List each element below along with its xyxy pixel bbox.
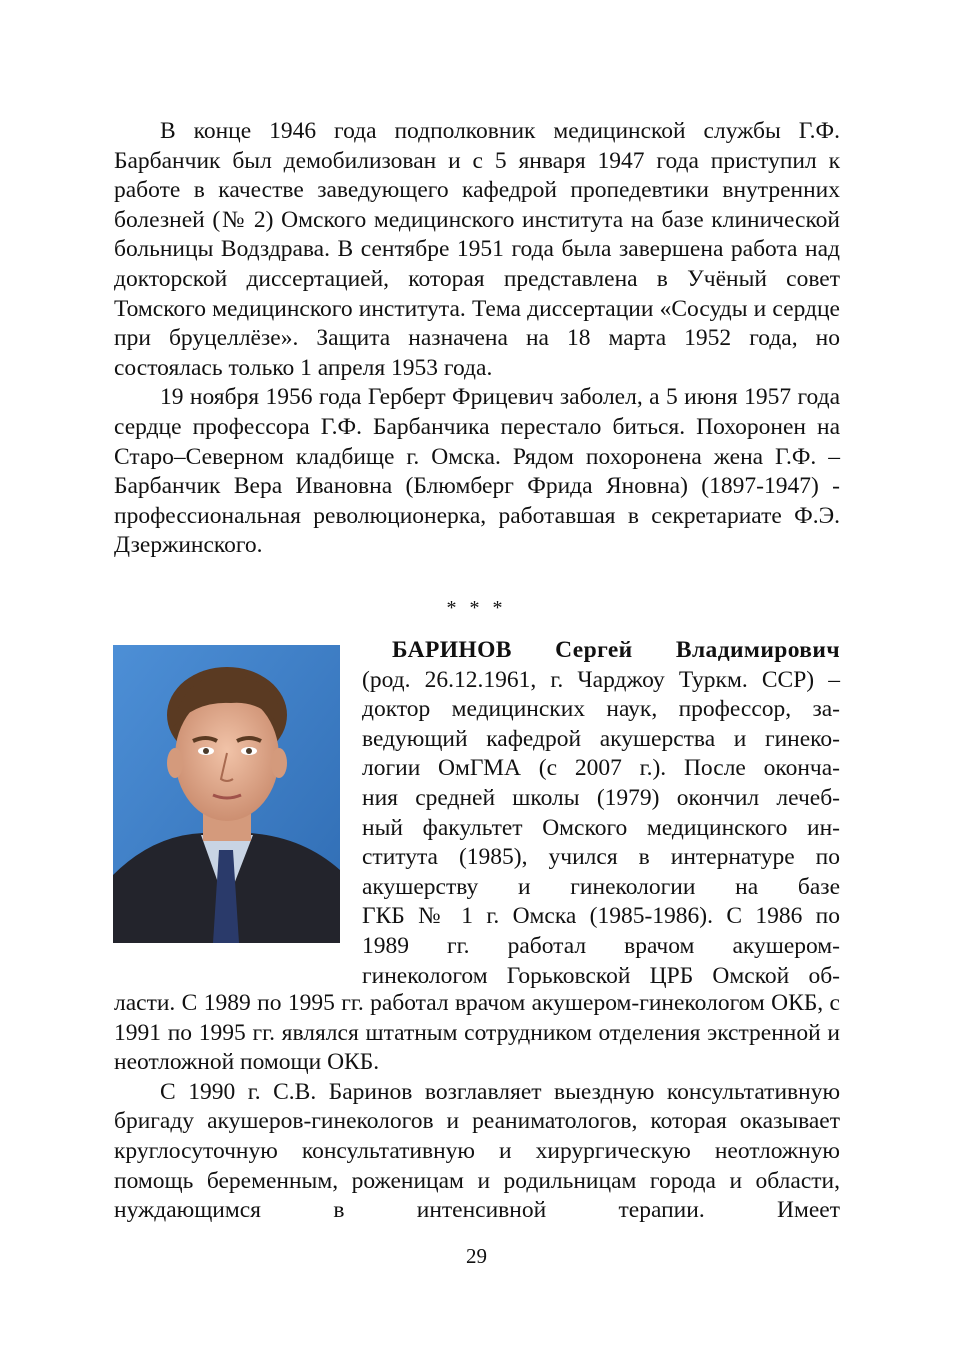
bio-side-lines [362, 666, 840, 992]
bio-side-line: ный факультет Омского медицинского ин- [362, 814, 840, 841]
page-number: 29 [466, 1244, 487, 1268]
bio-side-line: доктор медицинских наук, профессор, за- [362, 696, 840, 723]
bio-person-name: БАРИНОВ Сергей Владимирович [392, 637, 840, 663]
portrait-image [113, 645, 340, 943]
bio-side-text [362, 636, 840, 991]
bio-continuation-paragraph: ласти. С 1989 по 1995 гг. работал врачом акушером-гинекологом ОКБ, с 1991 по 1995 гг. являлся штатным сотрудником отделения экстренной и неотложной помощи ОКБ. [114, 990, 840, 1076]
bio-paragraph-consultative-team: С 1990 г. С.В. Баринов возглавляет выездную консультативную бригаду акушеров-гинекологов и реаниматологов, которая оказывает круглосуточную консультативную и хирургическую неотложную помощь беременным, роженицам и родильницам города и области, нуждающимся в интенсивной терапии. Имеет [114, 1078, 840, 1224]
bio-side-line: ститута (1985), учился в интернатуре по [362, 844, 840, 871]
section-separator: * * * [446, 597, 507, 619]
bio-side-line: ведующий кафедрой акушерства и гинеко- [362, 725, 840, 752]
bio-side-line: логии ОмГМА (с 2007 г.). После оконча- [362, 755, 840, 782]
bio-side-line: ГКБ № 1 г. Омска (1985-1986). С 1986 по [362, 903, 840, 930]
bio-side-line: (род. 26.12.1961, г. Чарджоу Туркм. ССР) – [362, 666, 840, 693]
bio-side-line: ния средней школы (1979) окончил лечеб- [362, 784, 840, 811]
paragraph-barbanchik-career: В конце 1946 года подполковник медицинской службы Г.Ф. Барбанчик был демобилизован и с 5 января 1947 года приступил к работе в качестве заведующего кафедрой пропедевтики внутренних болезней (№ 2) Омского медицинского института на базе клинической больницы Водздрава. В сентябре 1951 года была завершена работа над докторской диссертацией, которая представлена в Учёный совет Томского медицинского института. Тема диссертации «Сосуды и сердце при бруцеллёзе». Защита назначена на 18 марта 1952 года, но состоялась только 1 апреля 1953 года. [114, 118, 840, 381]
portrait-photo [113, 645, 340, 943]
bio-continuation-block [114, 989, 840, 1226]
top-text-block [114, 117, 840, 561]
bio-side-line: акушерству и гинекологии на базе [362, 873, 840, 900]
bio-side-line: 1989 гг. работал врачом акушером- [362, 932, 840, 959]
paragraph-barbanchik-death: 19 ноября 1956 года Герберт Фрицевич заболел, а 5 июня 1957 года сердце профессора Г.Ф. Барбанчика перестало биться. Похоронен на Старо–Северном кладбище г. Омска. Рядом похоронена жена Г.Ф. – Барбанчик Вера Ивановна (Блюмберг Фрида Яновна) (1897-1947) - профессиональная революционерка, работавшая в секретариате Ф.Э. Дзержинского. [114, 384, 840, 559]
bio-side-line: гинекологом Горьковской ЦРБ Омской об- [362, 962, 840, 989]
